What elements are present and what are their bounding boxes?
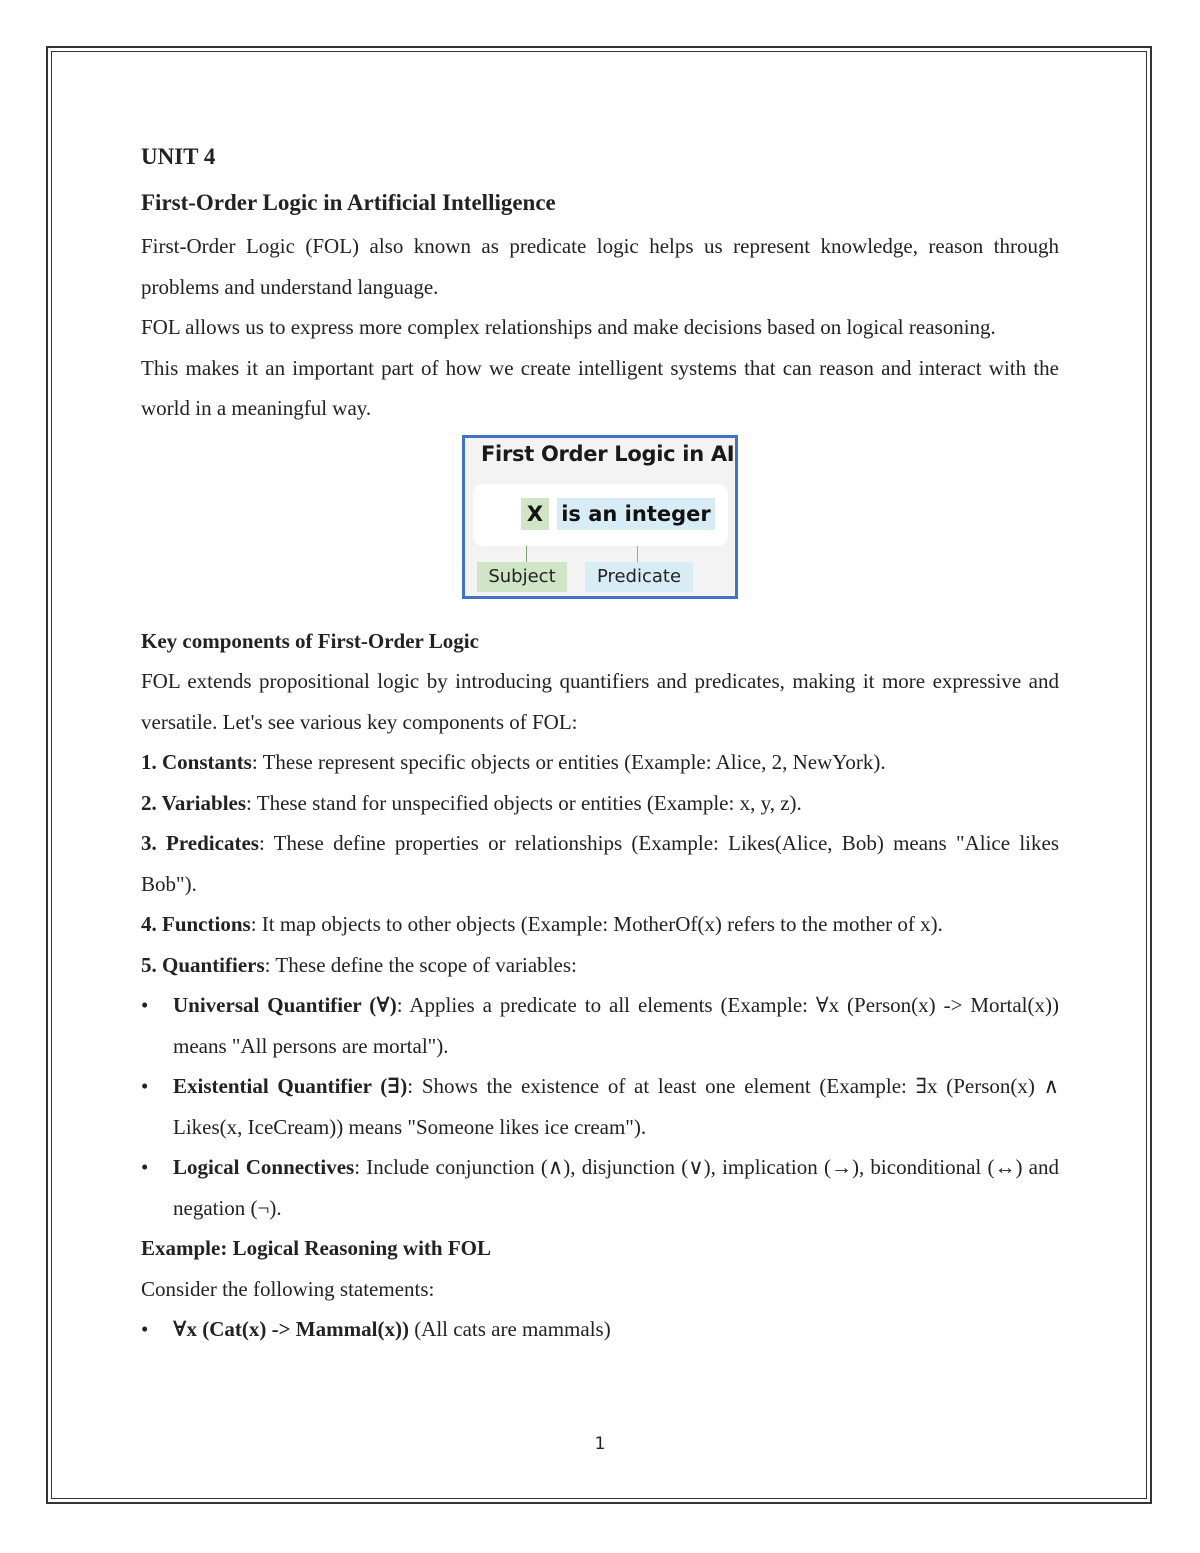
component-text: : These stand for unspecified objects or entities (Example: x, y, z). [246,790,802,815]
bullet-text: : Applies a predicate to all elements (Example: ∀x (Person(x) -> Mortal(x)) means "All persons are mortal"). [173,993,1059,1058]
subject-connector-line [526,546,527,563]
component-term: 1. Constants [141,750,252,774]
subject-label: Subject [477,562,567,592]
key-components-heading: Key components of First-Order Logic [141,628,479,653]
figure-container [141,435,1059,603]
component-term: 2. Variables [141,790,247,815]
intro-paragraph-2: FOL allows us to express more complex relationships and make decisions based on logical reasoning. [141,315,996,339]
subject-token: X [521,498,549,530]
intro-paragraph-1: First-Order Logic (FOL) also known as predicate logic helps us represent knowledge, reason through problems and understand language. [141,234,1059,299]
bullet-text: : Include conjunction (∧), disjunction (∨), implication (→), biconditional (↔) and negation (¬). [173,1155,1060,1220]
component-predicates [141,823,1059,904]
page-number: 1 [594,1434,606,1454]
diagram-title: First Order Logic in AI [481,441,735,466]
component-term: 5. Quantifiers [141,952,265,977]
list-item [141,1147,1059,1228]
list-item [141,985,1059,1066]
example-heading: Example: Logical Reasoning with FOL [141,1236,492,1260]
document-body [141,142,1059,1350]
component-term: 3. Predicates [141,831,259,855]
unit-heading: UNIT 4 [141,144,216,169]
component-text: : These define properties or relationships (Example: Likes(Alice, Bob) means "Alice likes Bob"). [141,831,1059,896]
quantifier-list [141,985,1059,1228]
list-item [141,1309,1059,1350]
component-text: : These represent specific objects or entities (Example: Alice, 2, NewYork). [251,750,886,774]
predicate-connector-line [637,546,638,563]
bullet-term: ∀x (Cat(x) -> Mammal(x)) [173,1317,409,1341]
bullet-text: (All cats are mammals) [408,1317,611,1341]
bullet-term: Existential Quantifier (∃) [173,1074,408,1098]
example-intro: Consider the following statements: [141,1276,435,1301]
component-quantifiers [141,945,1059,986]
intro-paragraph-3: This makes it an important part of how we create intelligent systems that can reason and interact with the world in a meaningful way. [141,355,1059,420]
bullet-text: : Shows the existence of at least one element (Example: ∃x (Person(x) ∧ Likes(x, IceCream)) means "Someone likes ice cream"). [173,1074,1059,1139]
component-variables [141,783,1059,824]
bullet-term: Logical Connectives [173,1155,355,1179]
diagram-sentence-card [473,484,728,546]
document-title: First-Order Logic in Artificial Intelligence [141,190,556,215]
component-functions [141,904,1059,945]
component-term: 4. Functions [141,912,251,936]
predicate-phrase: is an integer [557,498,715,530]
predicate-label: Predicate [585,562,693,592]
component-constants [141,742,1059,783]
example-list [141,1309,1059,1350]
list-item [141,1066,1059,1147]
fol-diagram [462,435,738,599]
component-text: : It map objects to other objects (Example: MotherOf(x) refers to the mother of x). [250,912,943,936]
bullet-term: Universal Quantifier (∀) [173,993,397,1017]
key-components-intro: FOL extends propositional logic by introducing quantifiers and predicates, making it more expressive and versatile. Let's see various key components of FOL: [141,669,1059,734]
component-text: : These define the scope of variables: [264,952,577,977]
